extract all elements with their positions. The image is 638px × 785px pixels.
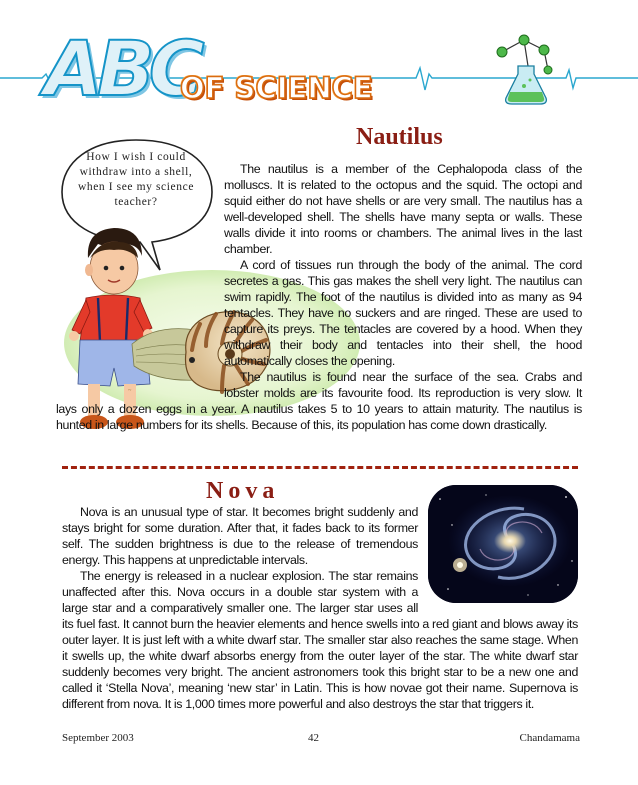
nova-paragraph-2: The energy is released in a nuclear explosion. The star remains unaffected after this. Nova occurs in a double star system with a large star and a comparatively smaller one. The larger star uses all its fuel fast. It cannot burn the heavier elements and hence swells into a red giant and blows away its outer layer. It is just left with a white dwarf star. The smaller star also reaches the same stage. When it swells up, the white dwarf absorbs energy from the outer layer of the star. The white dwarf star suddenly becomes very bright. The ancient astronomers took this bright star to be a new one and called it ‘Stella Nova’, meaning ‘new star’ in Latin. This is how novae got their name. Supernova is different from nova. It is 1,000 times more powerful and also destroys the star that triggers it.	[62, 569, 578, 711]
artist-signature: ~	[128, 388, 132, 394]
flask-molecule-icon	[478, 30, 568, 110]
nova-paragraph-1: Nova is an unusual type of star. It becomes bright suddenly and stays bright for some duration. After that, it fades back to its former self. The sudden brightness is due to the release of tremendous energy. This happens at unpredictable intervals.	[62, 505, 418, 567]
galaxy-wrap-spacer	[418, 504, 578, 604]
nova-body	[62, 504, 578, 712]
nautilus-paragraph-3: The nautilus is found near the surface of the sea. Crabs and lobster molds are its favourite food. Its reproduction is very slow. It lays only a dozen eggs in a year. A nautilus takes 5 to 10 years to attain maturity. The nautilus is hunted in large numbers for its shells. Because of this, its population has come down drastically.	[56, 370, 582, 432]
page-number: 42	[308, 732, 319, 744]
abc-logo	[44, 24, 199, 113]
nautilus-paragraph-2: A cord of tissues run through the body of the animal. The cord secretes a gas. This gas makes the shell very light. The nautilus can swim rapidly. The foot of the nautilus is divided into as many as 94 tentacles. They have no suckers and are ringed. These are used to capture its preys. The tentacles are covered by a hood. When they withdraw their body and tentacles into their shell, the hood automatically closes the opening.	[224, 258, 582, 368]
page-footer	[62, 732, 580, 748]
nautilus-title: Nautilus	[356, 124, 443, 150]
nova-title: Nova	[206, 478, 280, 504]
footer-magazine: Chandamama	[519, 732, 580, 744]
nautilus-body	[56, 161, 582, 461]
section-divider	[62, 466, 578, 470]
footer-date: September 2003	[62, 732, 134, 744]
of-science-banner: OF SCIENCE	[180, 71, 373, 105]
abc-logo-letters: ABC	[44, 24, 199, 113]
nautilus-paragraph-1: The nautilus is a member of the Cephalopoda class of the molluscs. It is related to the octopus and the squid. The octopi and squid either do not have shells or are very small. The nautilus has a well-developed shell. The shells have many septa or walls. These walls divide it into rooms or chambers. The animal lives in the last chamber.	[224, 162, 582, 256]
speech-bubble-text: How I wish I could withdraw into a shell, when I see my science teacher?	[77, 151, 195, 208]
